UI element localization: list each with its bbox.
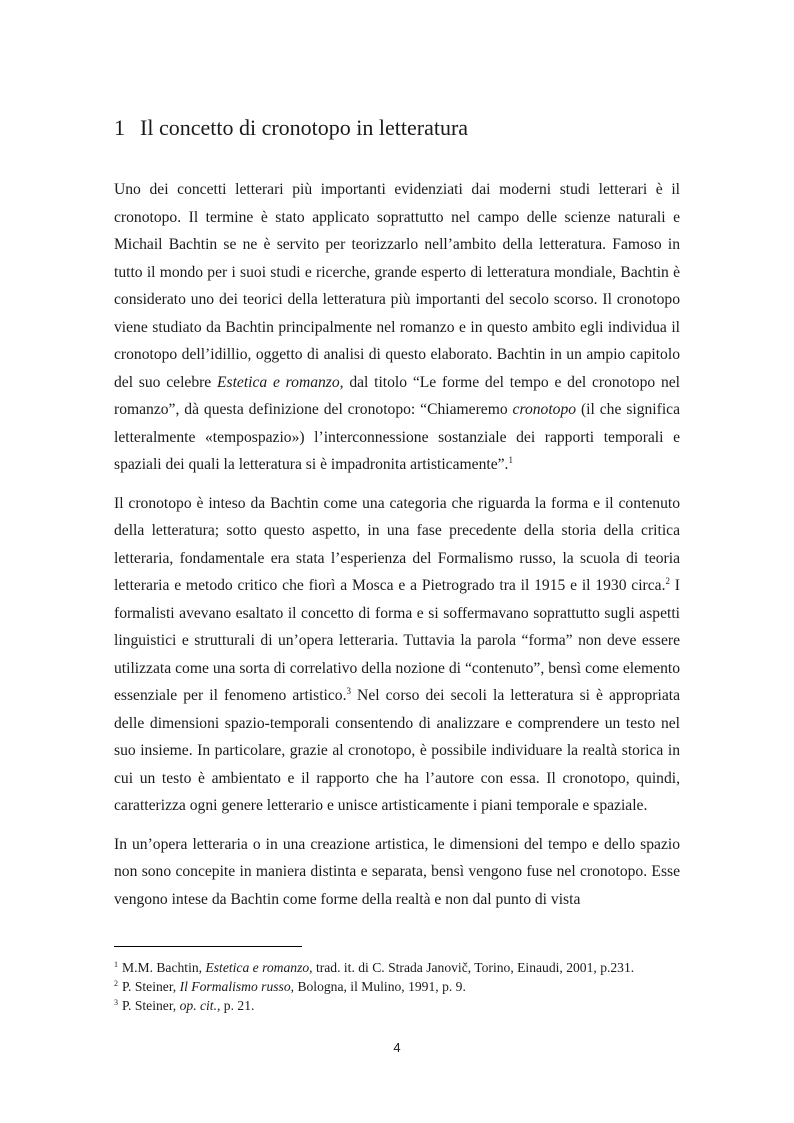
paragraph-2-text-b: I formalisti avevano esaltato il concetto di forma e si soffermavano soprattutto sugli aspetti linguistici e strutturali di un’opera letteraria. Tuttavia la parola “forma” non deve essere utilizzata come una sorta di correlativo della nozione di “contenuto”, bensì come elemento essenziale per il fenomeno artistico. [114, 577, 681, 704]
footnote-ref-2: 2 [665, 576, 670, 586]
body-text [114, 176, 680, 924]
paragraph-1-text-e: (il che significa letteralmente «tempospazio») l’interconnessione sostanziale dei rapporti temporali e spaziali dei quali la letteratura si è impadronita artisticamente”. [114, 401, 681, 473]
footnote-1 [114, 958, 680, 977]
paragraph-2-text-a: Il cronotopo è inteso da Bachtin come una categoria che riguarda la forma e il contenuto della letteratura; sotto questo aspetto, in una fase precedente della storia della critica letteraria, fondamentale era stata l’esperienza del Formalismo russo, la scuola di teoria letteraria e metodo critico che fiorì a Mosca e a Pietrogrado tra il 1915 e il 1930 circa. [114, 494, 680, 594]
footnotes [114, 958, 680, 1015]
book-title-italic: Estetica e romanzo, [217, 373, 344, 391]
paragraph-1-text-c: dal titolo “Le forme del tempo e del cronotopo nel romanzo”, dà questa definizione del cronotopo: “Chiameremo [114, 373, 680, 418]
footnote-text: P. Steiner, [122, 998, 180, 1013]
footnote-italic: op. cit. [179, 998, 217, 1013]
paragraph-1 [114, 176, 680, 479]
paragraph-1-text-a: Uno dei concetti letterari più importanti evidenziati dai moderni studi letterari è il cronotopo. Il termine è stato applicato soprattutto nel campo delle scienze naturali e Michail Bachtin se ne è servito per teorizzarlo nell’ambito della letteratura. Famoso in tutto il mondo per i suoi studi e ricerche, grande esperto di letteratura mondiale, Bachtin è considerato uno dei teorici della letteratura più importanti del secolo scorso. Il cronotopo viene studiato da Bachtin principalmente nel romanzo e in questo ambito egli individua il cronotopo dell’idillio, oggetto di analisi di questo elaborato. Bachtin in un ampio capitolo del suo celebre [114, 181, 680, 391]
paragraph-3-text-a: In un’opera letteraria o in una creazione artistica, le dimensioni del tempo e dello spazio non sono concepite in maniera distinta e separata, bensì vengono fuse nel cronotopo. Esse vengono intese da Bachtin come forme della realtà e non dal punto di vista [114, 835, 680, 908]
page-number: 4 [393, 1040, 401, 1055]
footnote-separator [114, 946, 302, 947]
footnote-text: , Bologna, il Mulino, 1991, p. 9. [290, 979, 466, 994]
footnote-italic: Il Formalismo russo [179, 979, 291, 994]
footnote-number: 1 [114, 960, 118, 969]
footnote-italic: Estetica e romanzo, [205, 960, 313, 975]
term-italic: cronotopo [512, 401, 577, 418]
footnote-text: M.M. Bachtin, [122, 960, 206, 975]
footnote-ref-3: 3 [346, 686, 351, 696]
footnote-text: trad. it. di C. Strada Janovič, Torino, Einaudi, 2001, p.231. [312, 960, 635, 975]
footnote-number: 3 [114, 998, 118, 1007]
section-heading [114, 114, 468, 142]
footnote-text: , p. 21. [217, 998, 255, 1013]
paragraph-2-text-c: Nel corso dei secoli la letteratura si è appropriata delle dimensioni spazio-temporali consentendo di analizzare e comprendere un testo nel suo insieme. In particolare, grazie al cronotopo, è possibile individuare la realtà storica in cui un testo è ambientato e il rapporto che ha l’autore con essa. Il cronotopo, quindi, caratterizza ogni genere letterario e unisce artisticamente i piani temporale e spaziale. [114, 687, 681, 814]
section-title: Il concetto di cronotopo in letteratura [140, 115, 469, 140]
paragraph-2 [114, 490, 680, 820]
footnote-3 [114, 996, 680, 1015]
footnote-text: P. Steiner, [122, 979, 180, 994]
section-number: 1 [114, 115, 125, 140]
footnote-ref-1: 1 [508, 455, 513, 465]
footnote-number: 2 [114, 979, 118, 988]
paragraph-3 [114, 831, 680, 914]
footnote-2 [114, 977, 680, 996]
